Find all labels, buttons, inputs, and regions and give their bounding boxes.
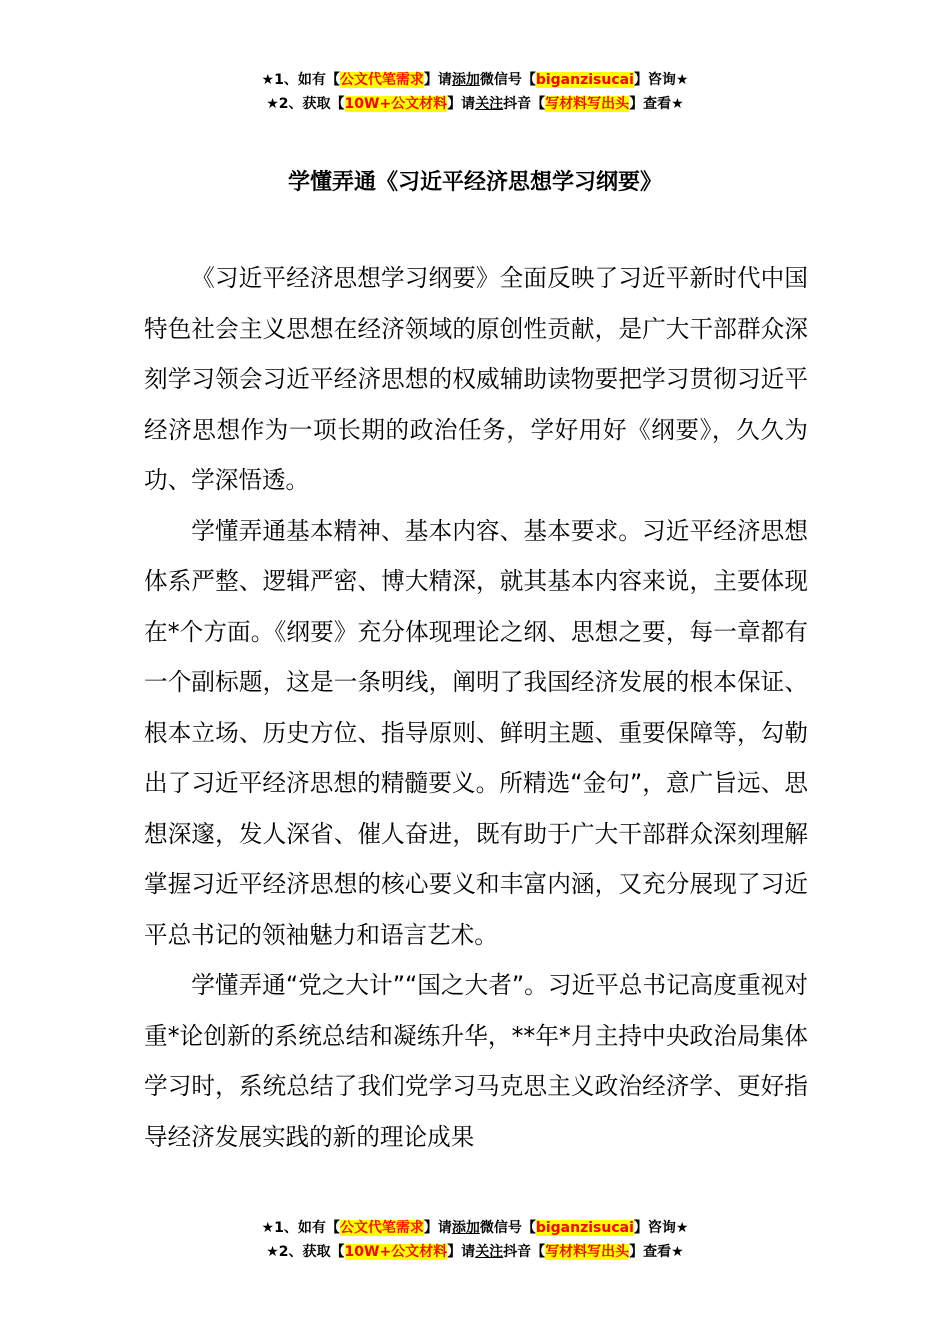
promo-line-1-suffix: 】咨询★ (633, 72, 689, 88)
promo-line-1-prefix: ★1、如有【 (261, 72, 340, 88)
promo-line-2-middle: 】请 (447, 96, 476, 112)
promo-footer-line-1-highlight-service: 公文代笔需求 (339, 1220, 424, 1236)
promo-header (0, 68, 950, 116)
document-title: 学懂弄通《习近平经济思想学习纲要》 (287, 170, 662, 195)
promo-line-2-highlight-materials: 10W+公文材料 (344, 96, 448, 112)
promo-line-2 (0, 92, 950, 116)
promo-footer-line-2-middle: 】请 (447, 1244, 476, 1260)
promo-line-2-middle-2: 抖音【 (503, 96, 546, 112)
promo-footer-line-1 (0, 1216, 950, 1240)
promo-line-1 (0, 68, 950, 92)
promo-line-1-middle-2: 微信号【 (479, 72, 536, 88)
document-body (144, 253, 808, 1162)
promo-line-2-prefix: ★2、获取【 (266, 96, 345, 112)
promo-footer-line-1-prefix: ★1、如有【 (261, 1220, 340, 1236)
promo-line-1-highlight-service: 公文代笔需求 (339, 72, 424, 88)
promo-footer-line-2-highlight-douyin: 写材料写出头 (545, 1244, 630, 1260)
promo-footer-line-1-middle: 】请 (423, 1220, 452, 1236)
promo-footer-line-2 (0, 1240, 950, 1264)
promo-footer-line-1-emphasis: 添加 (451, 1220, 480, 1236)
promo-footer-line-2-suffix: 】查看★ (629, 1244, 684, 1260)
promo-line-1-middle: 】请 (423, 72, 452, 88)
promo-footer-line-1-middle-2: 微信号【 (479, 1220, 536, 1236)
paragraph-3: 学懂弄通“党之大计”“国之大者”。习近平总书记高度重视对重*论创新的系统总结和凝练升华，**年*月主持中央政治局集体学习时，系统总结了我们党学习马克思主义政治经济学、更好指导经济发展实践的新的理论成果 (144, 971, 808, 1151)
promo-line-2-emphasis: 关注 (475, 96, 504, 112)
paragraph-2: 学懂弄通基本精神、基本内容、基本要求。习近平经济思想体系严整、逻辑严密、博大精深，就其基本内容来说，主要体现在*个方面。《纲要》充分体现理论之纲、思想之要，每一章都有一个副标题，这是一条明线，阐明了我国经济发展的根本保证、根本立场、历史方位、指导原则、鲜明主题、重要保障等，勾勒出了习近平经济思想的精髓要义。所精选“金句”，意广旨远、思想深邃，发人深省、催人奋进，既有助于广大干部群众深刻理解掌握习近平经济思想的核心要义和丰富内涵，又充分展现了习近平总书记的领袖魅力和语言艺术。 (144, 516, 808, 949)
promo-line-1-emphasis: 添加 (451, 72, 480, 88)
paragraph-1: 《习近平经济思想学习纲要》全面反映了习近平新时代中国特色社会主义思想在经济领域的原创性贡献，是广大干部群众深刻学习领会习近平经济思想的权威辅助读物要把学习贯彻习近平经济思想作为一项长期的政治任务，学好用好《纲要》，久久为功、学深悟透。 (144, 264, 808, 494)
promo-footer-line-2-middle-2: 抖音【 (503, 1244, 546, 1260)
promo-footer-line-2-emphasis: 关注 (475, 1244, 504, 1260)
promo-line-2-highlight-douyin: 写材料写出头 (545, 96, 630, 112)
promo-footer-line-1-highlight-wechat: biganzisucai (535, 1220, 634, 1236)
promo-footer-line-2-highlight-materials: 10W+公文材料 (344, 1244, 448, 1260)
promo-footer (0, 1216, 950, 1264)
promo-line-1-highlight-wechat: biganzisucai (535, 72, 634, 88)
promo-footer-line-2-prefix: ★2、获取【 (266, 1244, 345, 1260)
promo-line-2-suffix: 】查看★ (629, 96, 684, 112)
promo-footer-line-1-suffix: 】咨询★ (633, 1220, 689, 1236)
